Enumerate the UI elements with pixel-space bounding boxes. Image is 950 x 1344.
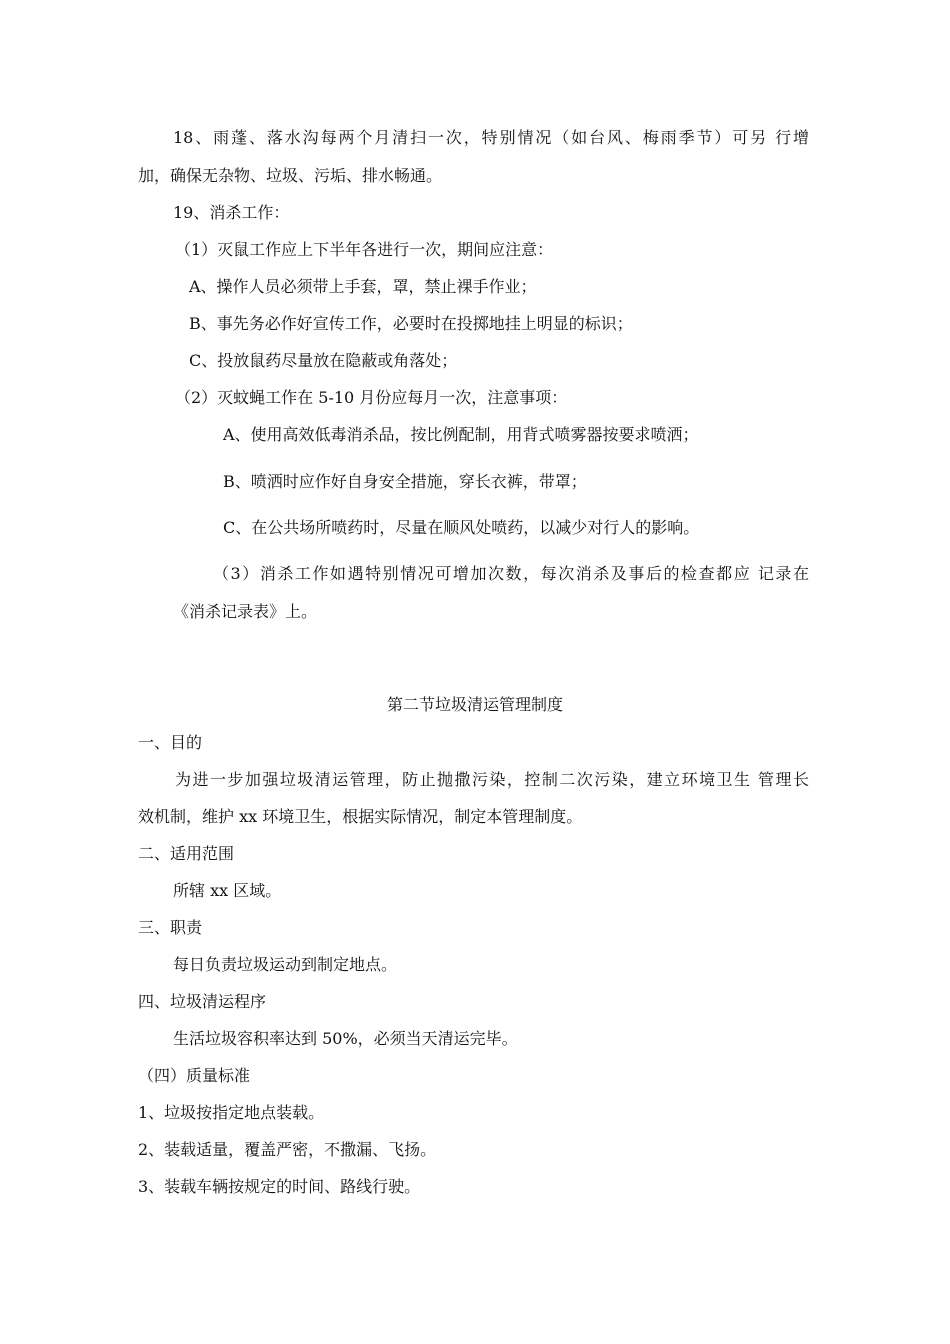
item-19-title: 19、消杀工作： xyxy=(173,203,290,222)
procedure-text: 生活垃圾容积率达到 50%，必须当天清运完毕。 xyxy=(173,1029,518,1048)
section-title: 第二节垃圾清运管理制度 xyxy=(386,695,563,714)
purpose-line-1: 为进一步加强垃圾清运管理，防止抛撒污染，控制二次污染，建立环境卫生 管理长 xyxy=(175,770,809,789)
sub-1-title: （1）灭鼠工作应上下半年各进行一次，期间应注意： xyxy=(175,240,554,259)
sub-2-b: B、喷洒时应作好自身安全措施，穿长衣裤，带罩； xyxy=(223,472,587,491)
quality-item-2: 2、装载适量，覆盖严密，不撒漏、飞扬。 xyxy=(138,1140,437,1159)
item-18-line-1: 18、雨蓬、落水沟每两个月清扫一次，特别情况（如台风、梅雨季节）可另 行增 xyxy=(173,128,809,147)
sub-2-title: （2）灭蚊蝇工作在 5-10 月份应每月一次，注意事项： xyxy=(175,388,568,407)
purpose-line-2: 效机制，维护 xx 环境卫生，根据实际情况，制定本管理制度。 xyxy=(138,807,583,826)
sub-1-a: A、操作人员必须带上手套，罩，禁止裸手作业； xyxy=(189,277,537,296)
heading-duties: 三、职责 xyxy=(138,918,203,937)
item-18-line-2: 加，确保无杂物、垃圾、污垢、排水畅通。 xyxy=(138,166,443,185)
sub-1-c: C、投放鼠药尽量放在隐蔽或角落处； xyxy=(189,351,458,370)
heading-scope: 二、适用范围 xyxy=(138,844,235,863)
sub-3-line-1: （3）消杀工作如遇特别情况可增加次数，每次消杀及事后的检查都应 记录在 xyxy=(213,564,809,583)
duties-text: 每日负责垃圾运动到制定地点。 xyxy=(173,955,398,974)
quality-item-3: 3、装载车辆按规定的时间、路线行驶。 xyxy=(138,1177,421,1196)
quality-item-1: 1、垃圾按指定地点装载。 xyxy=(138,1103,325,1122)
sub-1-b: B、事先务必作好宣传工作，必要时在投掷地挂上明显的标识； xyxy=(189,314,633,333)
heading-purpose: 一、目的 xyxy=(138,733,203,752)
sub-2-c: C、在公共场所喷药时，尽量在顺风处喷药，以减少对行人的影响。 xyxy=(223,518,700,537)
heading-procedure: 四、垃圾清运程序 xyxy=(138,992,267,1011)
scope-text: 所辖 xx 区域。 xyxy=(173,881,282,900)
sub-3-line-2: 《消杀记录表》上。 xyxy=(173,602,318,621)
heading-quality: （四）质量标准 xyxy=(138,1066,251,1085)
sub-2-a: A、使用高效低毒消杀品，按比例配制，用背式喷雾器按要求喷洒； xyxy=(223,425,699,444)
